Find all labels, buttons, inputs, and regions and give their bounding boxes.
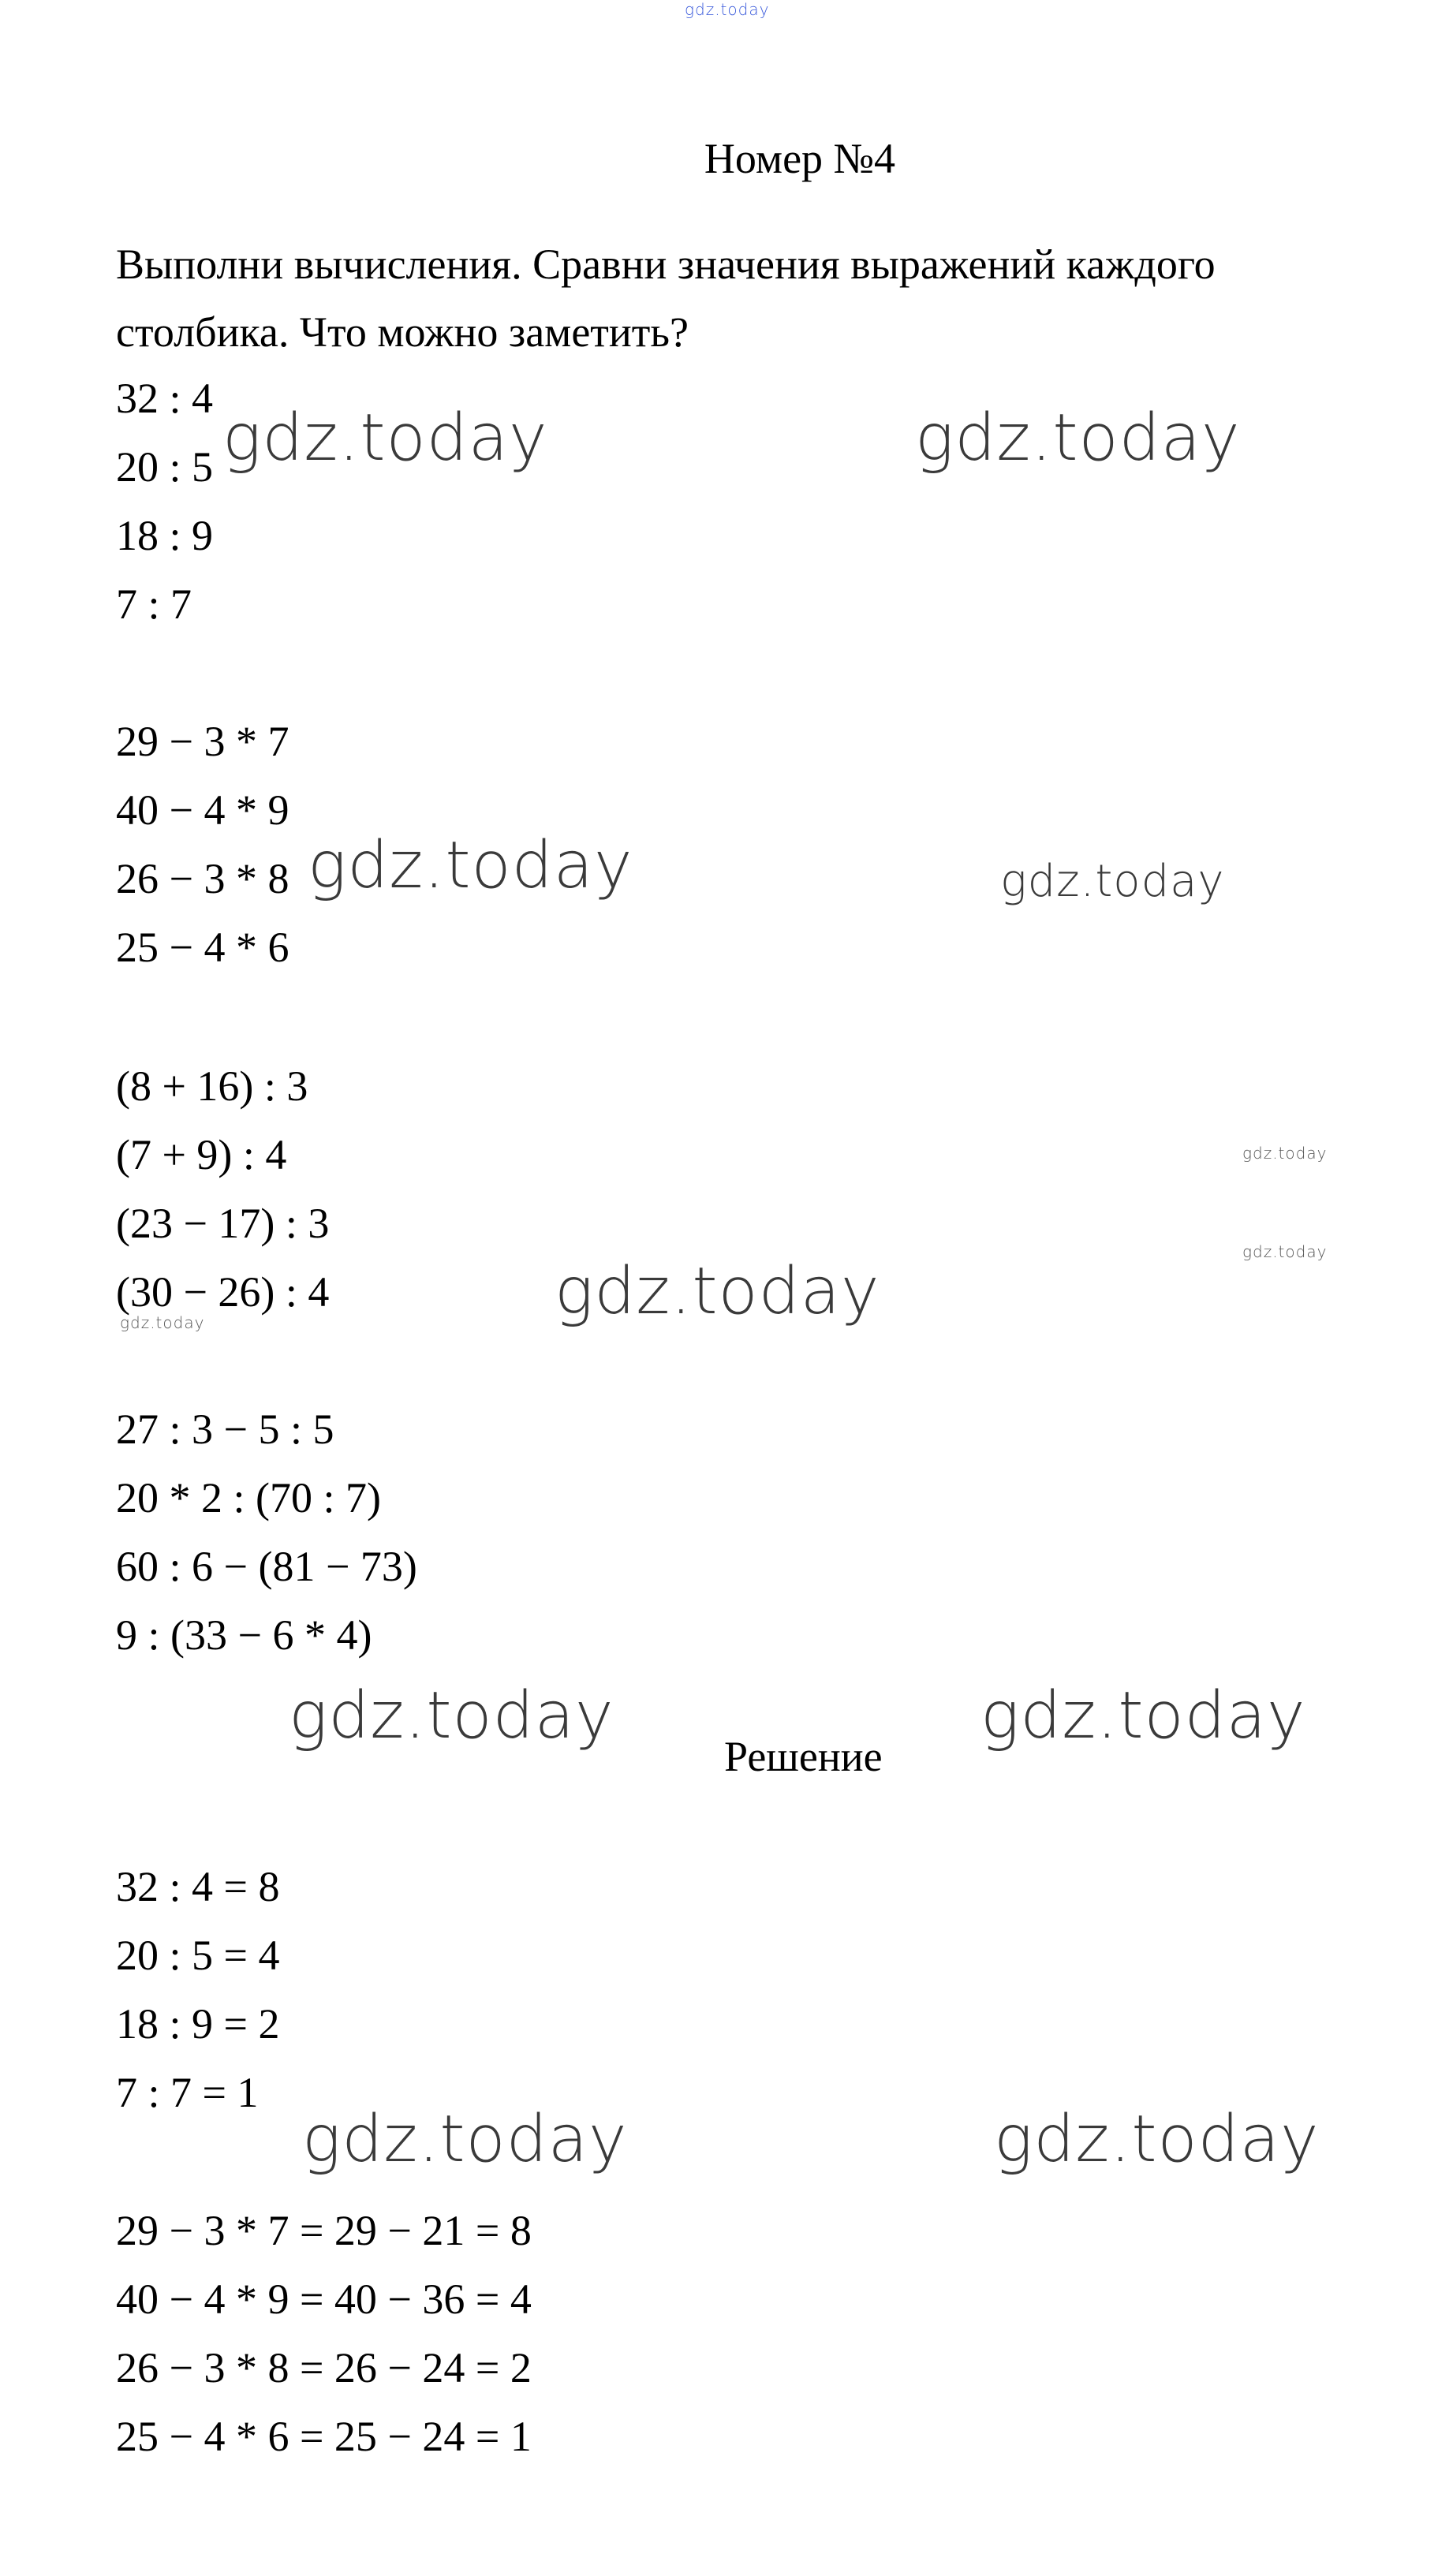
watermark: gdz.today [308,828,633,903]
exercise-line: 9 : (33 − 6 * 4) [116,1611,372,1659]
exercise-line: 29 − 3 * 7 [116,718,289,765]
task-text: Выполни вычисления. Сравни значения выражений каждого столбика. Что можно заметить? [116,241,1216,356]
exercise-line: (8 + 16) : 3 [116,1062,308,1110]
watermark: gdz.today [120,1313,205,1332]
solution-line: 20 : 5 = 4 [116,1932,280,1979]
exercise-line: (23 − 17) : 3 [116,1200,330,1247]
solution-line: 40 − 4 * 9 = 40 − 36 = 4 [116,2275,532,2323]
watermark: gdz.today [1242,1242,1328,1261]
exercise-line: 20 * 2 : (70 : 7) [116,1474,381,1521]
watermark: gdz.today [222,401,548,476]
watermark: gdz.today [302,2102,628,2177]
watermark: gdz.today [1000,856,1225,907]
watermark: gdz.today [289,1678,614,1753]
watermark: gdz.today [994,2102,1320,2177]
solution-line: 25 − 4 * 6 = 25 − 24 = 1 [116,2413,532,2460]
exercise-line: 25 − 4 * 6 [116,924,289,971]
page-title: Номер №4 [704,135,896,182]
solution-line: 29 − 3 * 7 = 29 − 21 = 8 [116,2207,532,2254]
exercise-line: 27 : 3 − 5 : 5 [116,1406,334,1453]
exercise-line: 40 − 4 * 9 [116,786,289,834]
solution-line: 26 − 3 * 8 = 26 − 24 = 2 [116,2344,532,2391]
exercise-line: 26 − 3 * 8 [116,855,289,902]
exercise-line: 18 : 9 [116,512,214,559]
solution-line: 7 : 7 = 1 [116,2069,259,2116]
site-tag-watermark: gdz.today [685,0,770,19]
watermark: gdz.today [1242,1144,1328,1163]
exercise-line: 60 : 6 − (81 − 73) [116,1543,417,1590]
watermark: gdz.today [980,1678,1306,1753]
exercise-line: 32 : 4 [116,375,214,422]
watermark: gdz.today [555,1254,880,1329]
exercise-line: 7 : 7 [116,581,192,628]
exercise-line: (30 − 26) : 4 [116,1268,330,1316]
exercise-line: (7 + 9) : 4 [116,1131,287,1178]
solution-line: 18 : 9 = 2 [116,2000,280,2048]
solution-heading: Решение [724,1733,883,1780]
solution-line: 32 : 4 = 8 [116,1863,280,1910]
watermark: gdz.today [915,401,1241,476]
exercise-line: 20 : 5 [116,443,214,491]
